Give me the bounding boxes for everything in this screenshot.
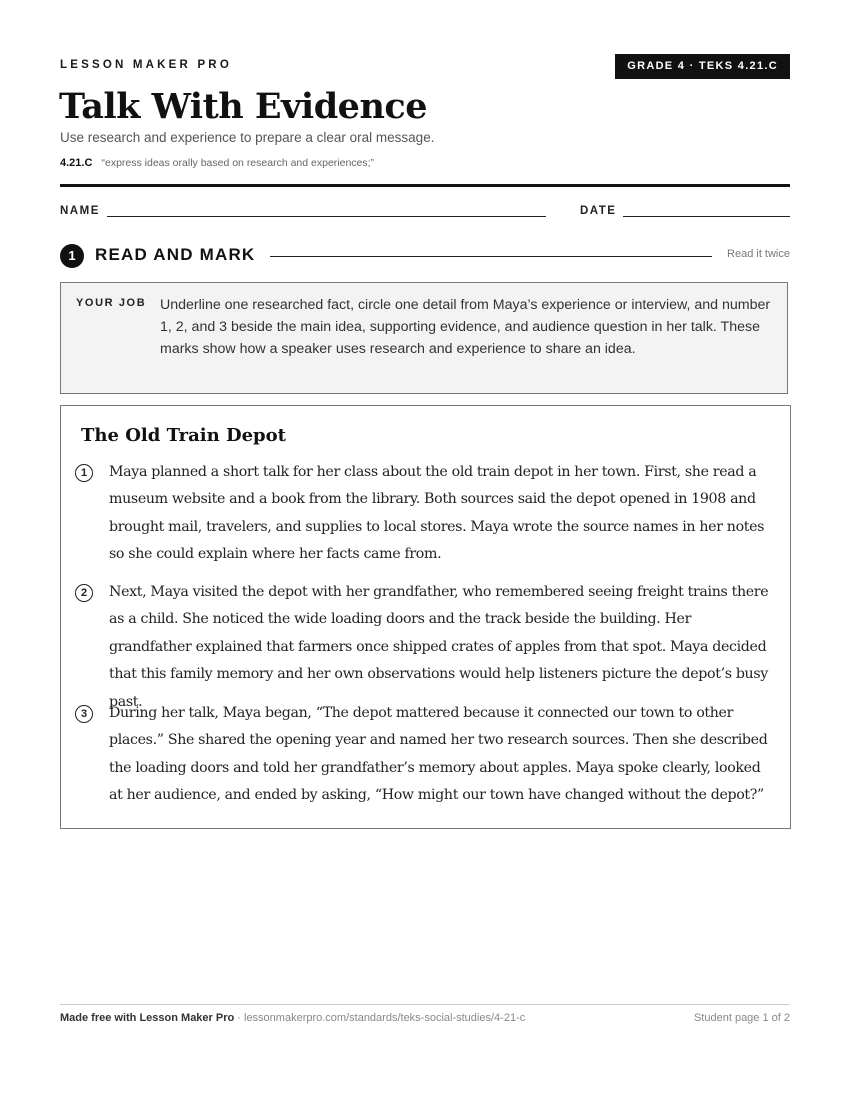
footer-page-number: Student page 1 of 2 <box>693 1012 790 1024</box>
paragraph-text: During her talk, Maya began, “The depot mattered because it connected our town to other places.” She shared the opening year and named her two research sources. Then she described the loading doors and told her grandfather’s memory about apples. Maya spoke clearly, looked at her audience, and ended by asking, “How might our town have changed without the depot?” <box>109 705 768 804</box>
paragraph-number-badge: 3 <box>75 705 93 723</box>
section-number-badge: 1 <box>60 244 84 268</box>
date-line[interactable] <box>623 216 790 217</box>
paragraph-text: Maya planned a short talk for her class about the old train depot in her town. First, she read a museum website and a book from the library. Both sources said the depot opened in 1908 and brought mail, travelers, and supplies to local stores. Maya wrote the source names in her notes so she could explain where her facts came from. <box>109 464 765 563</box>
paragraph-number-badge: 1 <box>75 464 93 482</box>
job-instructions: Underline one researched fact, circle one detail from Maya’s experience or interview, and number 1, 2, and 3 beside the main idea, supporting evidence, and audience question in her talk. These marks show how a speaker uses research and experience to share an idea. <box>160 297 771 357</box>
section-divider <box>270 256 712 257</box>
standard-line <box>60 157 374 169</box>
page-title: Talk With Evidence <box>59 86 427 127</box>
section-note: Read it twice <box>727 248 790 260</box>
passage-title: The Old Train Depot <box>81 425 286 446</box>
standard-code: 4.21.C <box>60 157 93 169</box>
footer-divider <box>60 1004 790 1005</box>
footer-url: · lessonmakerpro.com/standards/teks-social-studies/4-21-c <box>234 1012 526 1024</box>
job-label: YOUR JOB <box>76 297 147 309</box>
grade-badge: GRADE 4 · TEKS 4.21.C <box>615 54 790 79</box>
name-line[interactable] <box>107 216 546 217</box>
standard-quote: “express ideas orally based on research and experiences;” <box>101 157 375 169</box>
footer-made-with: Made free with Lesson Maker Pro <box>60 1012 235 1024</box>
paragraph-number-badge: 2 <box>75 584 93 602</box>
paragraph-text: Next, Maya visited the depot with her grandfather, who remembered seeing freight trains there as a child. She noticed the wide loading doors and the track beside the building. Her grandfather explained that farmers once shipped crates of apples from that spot. Maya decided that this family memory and her own observations would help listeners picture the depot’s busy past. <box>109 584 769 710</box>
footer-credit <box>60 1012 525 1024</box>
name-label: NAME <box>60 205 100 217</box>
section-title: READ AND MARK <box>95 245 256 264</box>
date-label: DATE <box>580 205 617 217</box>
header-divider <box>60 184 790 187</box>
job-box <box>60 282 788 394</box>
page-subtitle: Use research and experience to prepare a clear oral message. <box>60 130 435 145</box>
passage-box <box>60 405 791 829</box>
brand-name: LESSON MAKER PRO <box>60 59 232 71</box>
